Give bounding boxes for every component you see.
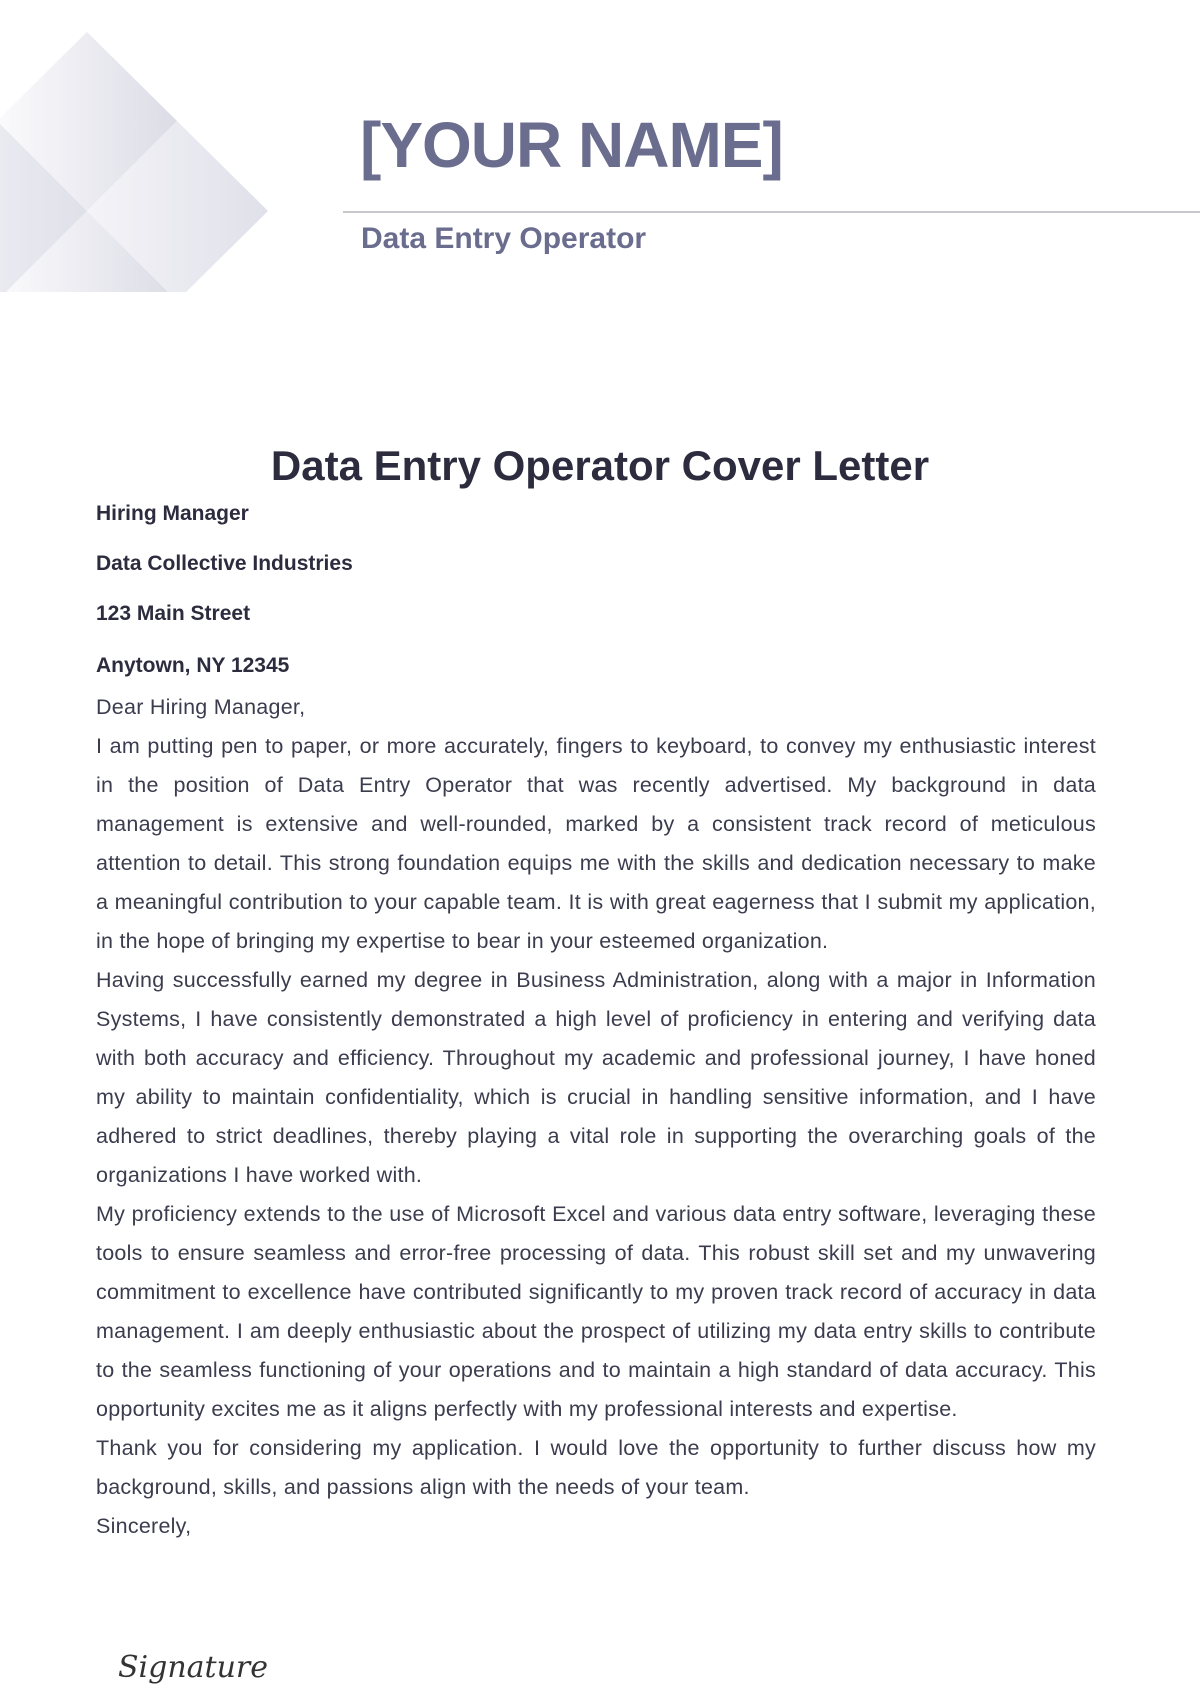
header-divider xyxy=(343,211,1200,213)
salutation: Dear Hiring Manager, xyxy=(96,695,306,719)
signature: Signature xyxy=(118,1650,269,1685)
recipient-name: Hiring Manager xyxy=(96,502,249,525)
letter-body xyxy=(96,688,1096,1546)
applicant-role: Data Entry Operator xyxy=(361,222,647,255)
applicant-name: [YOUR NAME] xyxy=(360,109,783,181)
closing: Sincerely, xyxy=(96,1514,192,1538)
recipient-street: 123 Main Street xyxy=(96,602,251,625)
paragraph: Thank you for considering my application. I would love the opportunity to further discuss how my background, skills, and passions align with the needs of your team. xyxy=(96,1436,1096,1499)
paragraph: I am putting pen to paper, or more accurately, fingers to keyboard, to convey my enthusiastic interest in the position of Data Entry Operator that was recently advertised. My background in data management is extensive and well-rounded, marked by a consistent track record of meticulous attention to detail. This strong foundation equips me with the skills and dedication necessary to make a meaningful contribution to your capable team. It is with great eagerness that I submit my application, in the hope of bringing my expertise to bear in your esteemed organization. xyxy=(96,734,1096,953)
diamond-decoration xyxy=(0,0,280,292)
recipient-company: Data Collective Industries xyxy=(96,552,353,575)
recipient-city: Anytown, NY 12345 xyxy=(96,654,290,677)
paragraph: My proficiency extends to the use of Microsoft Excel and various data entry software, leveraging these tools to ensure seamless and error-free processing of data. This robust skill set and my unwavering commitment to excellence have contributed significantly to my proven track record of accuracy in data management. I am deeply enthusiastic about the prospect of utilizing my data entry skills to contribute to the seamless functioning of your operations and to maintain a high standard of data accuracy. This opportunity excites me as it aligns perfectly with my professional interests and expertise. xyxy=(96,1202,1096,1421)
letter-title: Data Entry Operator Cover Letter xyxy=(270,442,930,489)
paragraph: Having successfully earned my degree in Business Administration, along with a major in Information Systems, I have consistently demonstrated a high level of proficiency in entering and verifying data with both accuracy and efficiency. Throughout my academic and professional journey, I have honed my ability to maintain confidentiality, which is crucial in handling sensitive information, and I have adhered to strict deadlines, thereby playing a vital role in supporting the overarching goals of the organizations I have worked with. xyxy=(96,968,1096,1187)
